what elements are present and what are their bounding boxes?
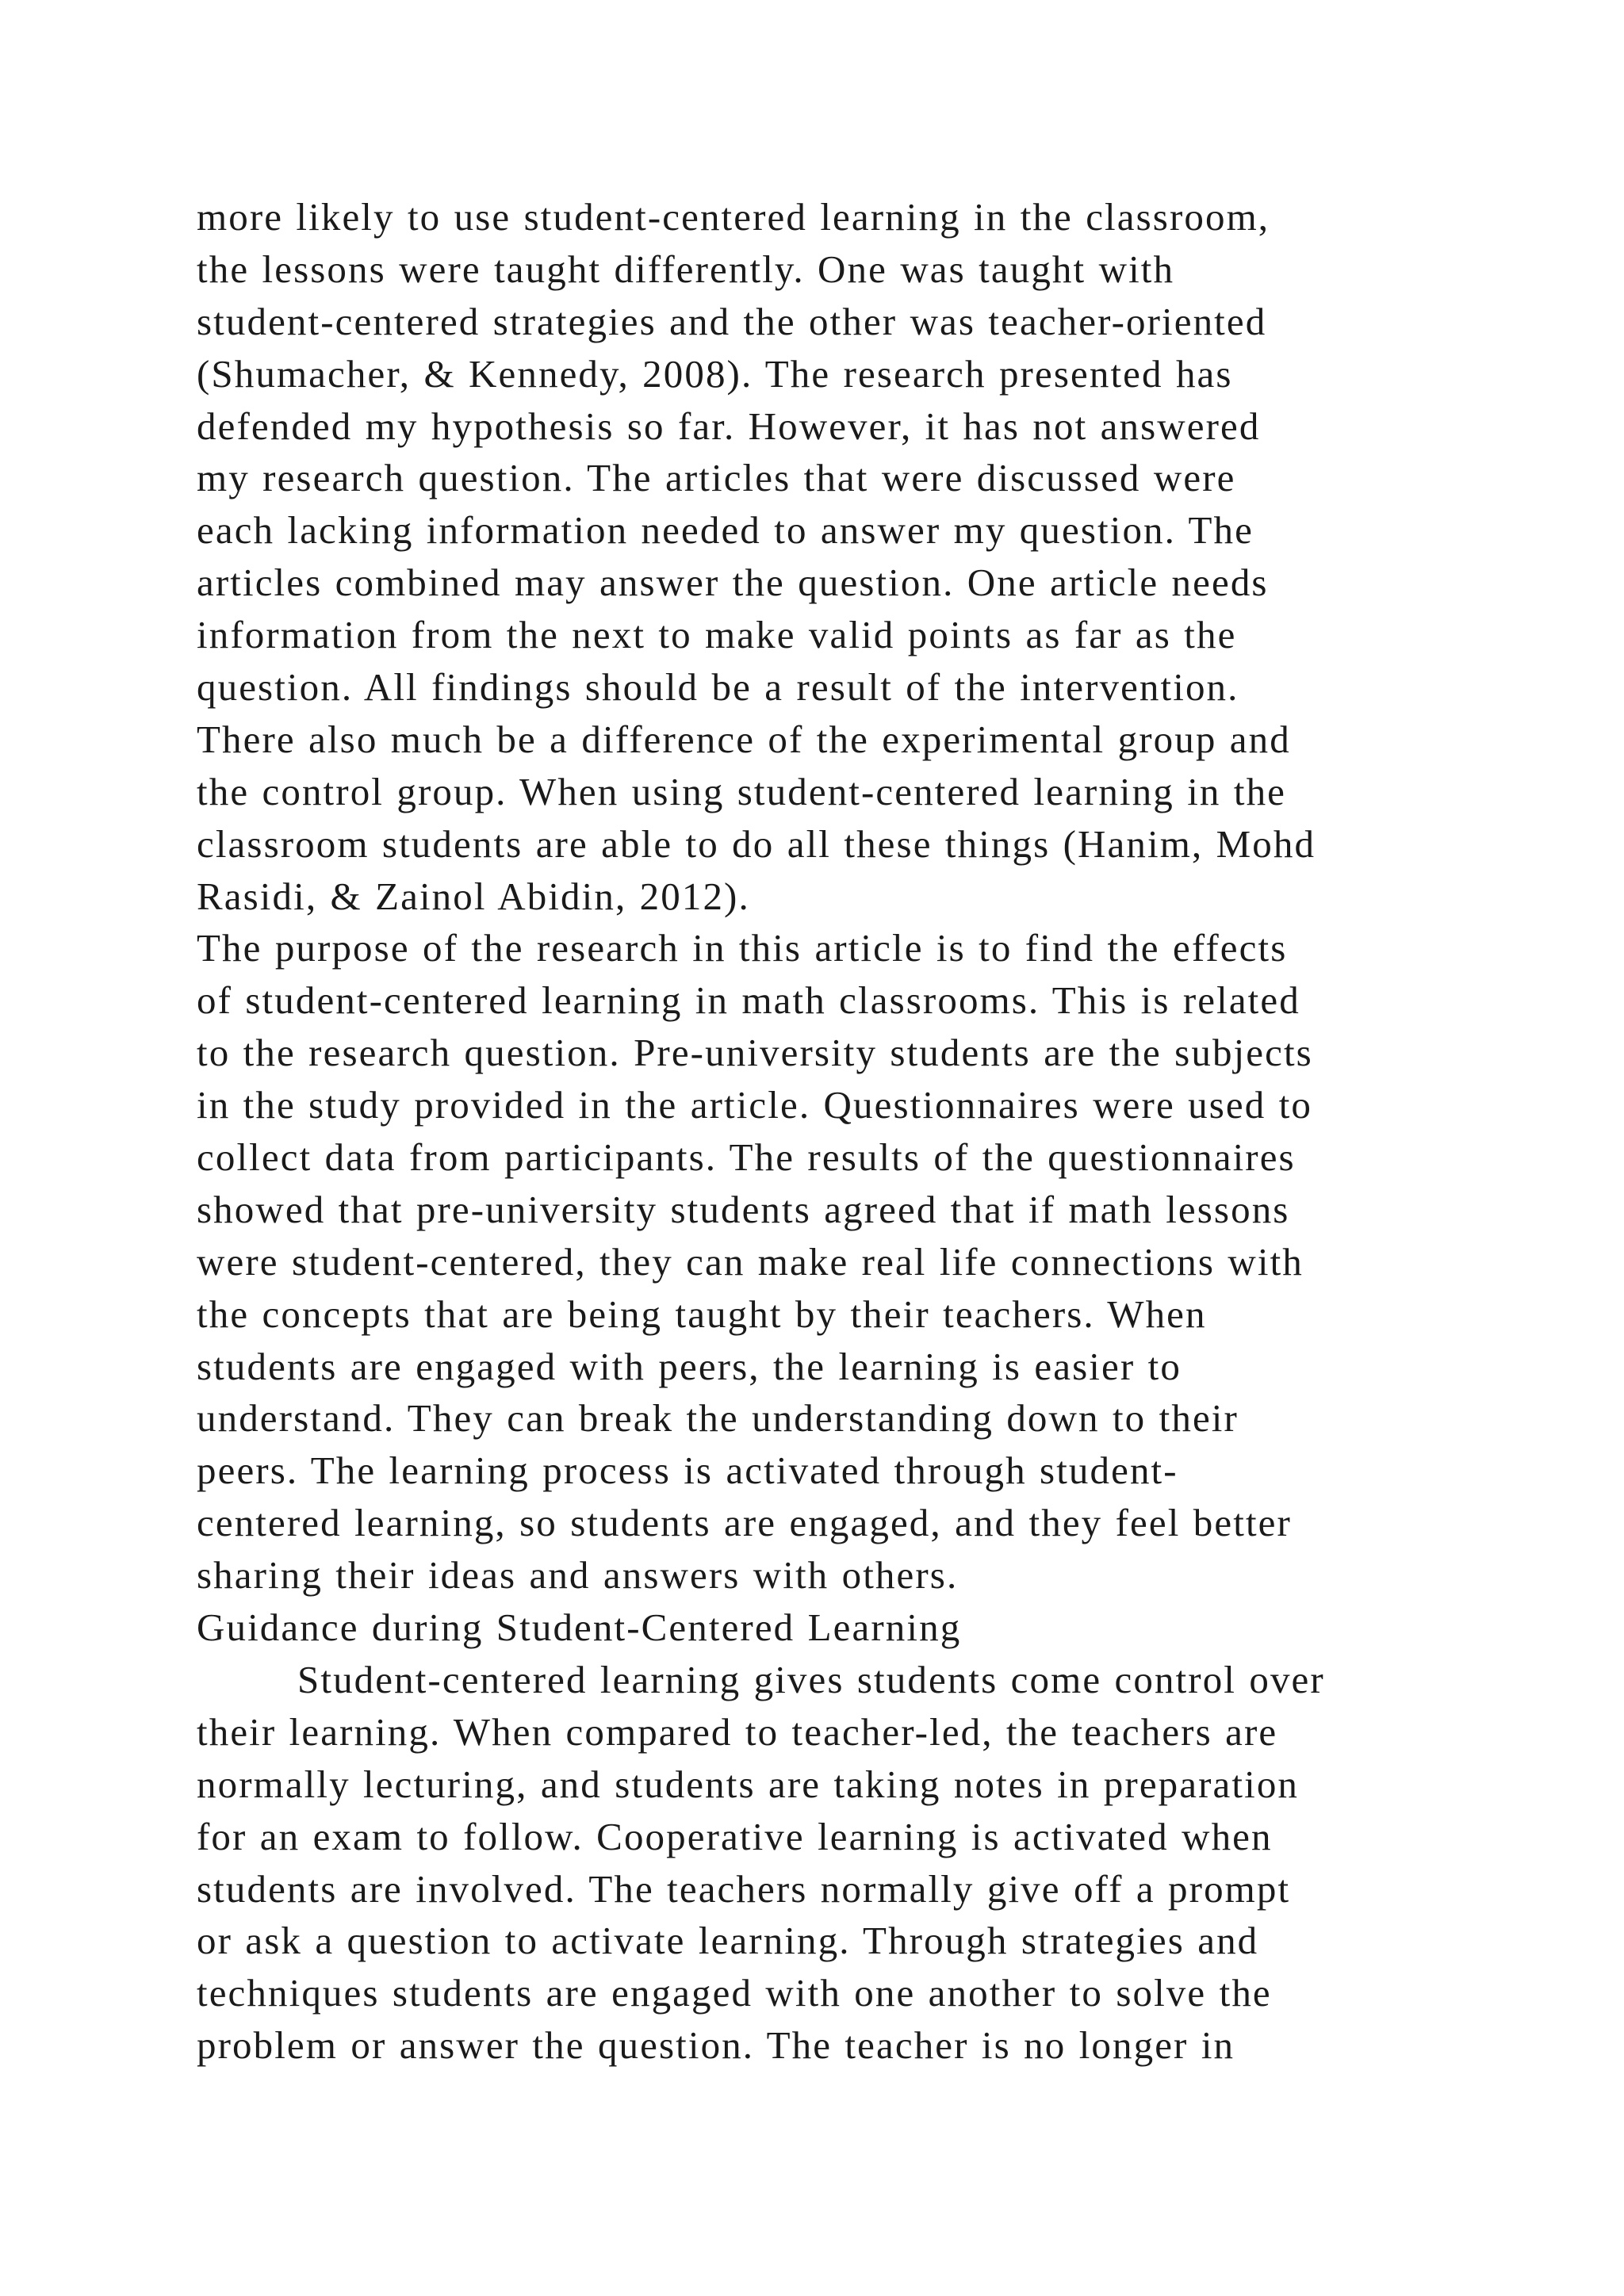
text-line: to the research question. Pre-university students are the subjects <box>197 1031 1313 1075</box>
section-heading <box>197 1601 1481 1654</box>
text-line: (Shumacher, & Kennedy, 2008). The research presented has <box>197 351 1233 396</box>
text-line: Rasidi, & Zainol Abidin, 2012). <box>197 874 750 918</box>
text-line: articles combined may answer the question. One article needs <box>197 561 1269 605</box>
text-line: sharing their ideas and answers with others. <box>197 1553 959 1598</box>
text-line: problem or answer the question. The teacher is no longer in <box>197 2023 1235 2068</box>
text-line: information from the next to make valid points as far as the <box>197 613 1237 657</box>
text-line: of student-centered learning in math classrooms. This is related <box>197 978 1300 1023</box>
text-line: the concepts that are being taught by their teachers. When <box>197 1292 1207 1336</box>
text-line: The purpose of the research in this article is to find the effects <box>197 926 1288 970</box>
text-line: or ask a question to activate learning. Through strategies and <box>197 1919 1259 1963</box>
text-line: their learning. When compared to teacher-led, the teachers are <box>197 1709 1278 1754</box>
paragraph-guidance <box>197 1654 1481 2072</box>
text-line: the lessons were taught differently. One was taught with <box>197 247 1175 291</box>
text-line: peers. The learning process is activated through student- <box>197 1448 1178 1493</box>
text-line: There also much be a difference of the experimental group and <box>197 717 1291 761</box>
section-heading-text: Guidance during Student-Centered Learning <box>197 1605 962 1650</box>
paragraph-purpose <box>197 922 1481 1601</box>
text-line: showed that pre-university students agreed that if math lessons <box>197 1187 1290 1231</box>
text-line: were student-centered, they can make real life connections with <box>197 1239 1304 1284</box>
document-body <box>197 191 1481 2072</box>
text-line: understand. They can break the understanding down to their <box>197 1396 1239 1441</box>
paragraph-continuation <box>197 191 1481 922</box>
text-line: students are involved. The teachers normally give off a prompt <box>197 1866 1291 1911</box>
text-line: classroom students are able to do all these things (Hanim, Mohd <box>197 821 1316 866</box>
text-line: student-centered strategies and the other was teacher-oriented <box>197 299 1267 343</box>
text-line: in the study provided in the article. Questionnaires were used to <box>197 1083 1313 1127</box>
text-line: my research question. The articles that were discussed were <box>197 456 1236 500</box>
text-line: for an exam to follow. Cooperative learning is activated when <box>197 1814 1273 1858</box>
text-line: Student-centered learning gives students come control over <box>297 1657 1325 1701</box>
text-line: question. All findings should be a result of the intervention. <box>197 665 1239 710</box>
text-line: the control group. When using student-centered learning in the <box>197 769 1287 813</box>
text-line: more likely to use student-centered learning in the classroom, <box>197 195 1270 239</box>
text-line: normally lecturing, and students are taking notes in preparation <box>197 1762 1300 1806</box>
text-line: students are engaged with peers, the learning is easier to <box>197 1344 1182 1388</box>
text-line: techniques students are engaged with one another to solve the <box>197 1971 1272 2015</box>
text-line: collect data from participants. The results of the questionnaires <box>197 1135 1296 1180</box>
text-line: centered learning, so students are engaged, and they feel better <box>197 1501 1292 1545</box>
text-line: each lacking information needed to answer my question. The <box>197 508 1254 553</box>
text-line: defended my hypothesis so far. However, it has not answered <box>197 404 1261 448</box>
